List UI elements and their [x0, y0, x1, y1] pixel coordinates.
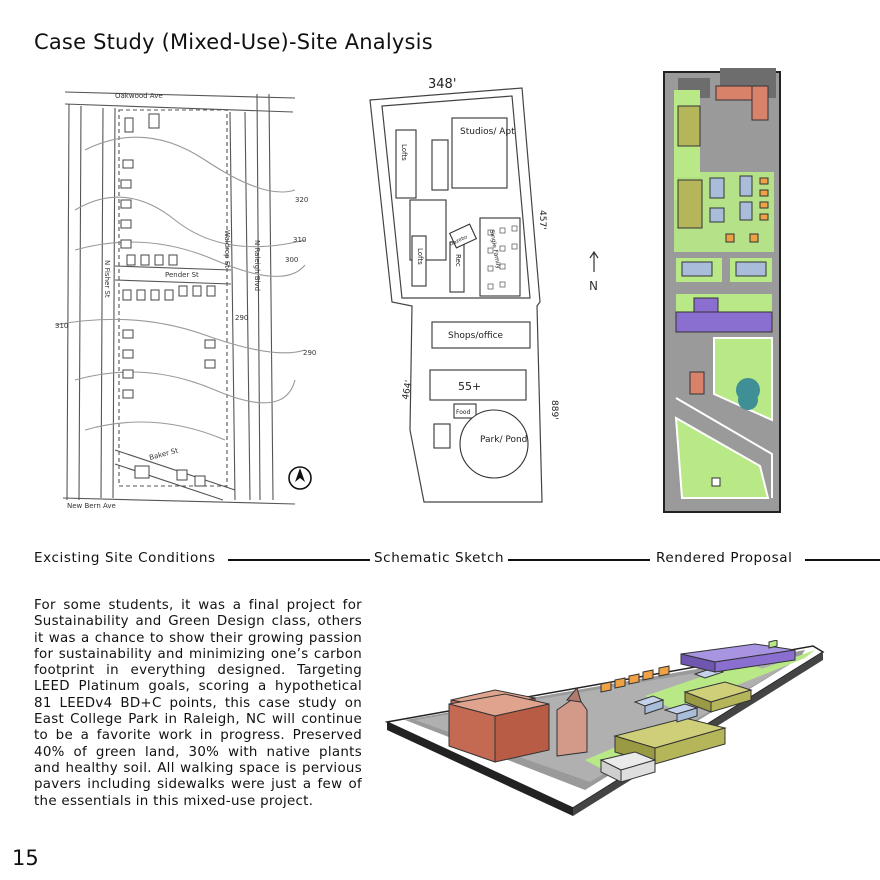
dim-top: 348' — [428, 77, 457, 92]
page-title: Case Study (Mixed-Use)-Site Analysis — [34, 30, 433, 54]
schematic-sketch — [362, 70, 612, 510]
label-shops: Shops/office — [448, 331, 504, 341]
label-lofts-b: Lofts — [416, 248, 424, 265]
caption-existing: Excisting Site Conditions — [34, 550, 216, 566]
label-studios: Studios/ Apt — [460, 127, 515, 137]
label-single-family: Single Family — [488, 229, 502, 270]
dim-right: 457' — [537, 210, 547, 230]
dim-bottom: 889' — [549, 400, 559, 420]
svg-text:N: N — [589, 279, 598, 293]
north-arrow-icon — [589, 252, 598, 293]
rendered-3d-model — [385, 640, 825, 820]
dim-left: 464' — [401, 379, 415, 401]
label-lofts-a: Lofts — [400, 144, 408, 161]
label-55: 55+ — [458, 380, 482, 393]
north-arrow-icon — [289, 467, 311, 489]
street-label-oakwood: Oakwood Ave — [115, 92, 163, 100]
street-label-newbern: New Bern Ave — [67, 502, 116, 510]
contour-300: 300 — [285, 256, 299, 264]
label-gazebo: Gazebo — [448, 234, 469, 248]
label-rec: Rec — [454, 254, 462, 267]
street-label-baker: Baker St — [148, 446, 180, 462]
label-park: Park/ Pond — [480, 435, 528, 445]
caption-schematic: Schematic Sketch — [374, 550, 505, 566]
street-label-pender: Pender St — [165, 271, 199, 279]
street-label-fisher: N Fisher St — [103, 260, 111, 298]
existing-site-sketch — [55, 80, 325, 512]
divider-line — [228, 559, 370, 561]
contour-310-left: 310 — [55, 322, 69, 330]
divider-line — [508, 559, 650, 561]
street-label-raleigh: N Raleigh Blvd — [253, 240, 261, 292]
caption-row — [0, 550, 880, 570]
description-paragraph: For some students, it was a final project for Sustainability and Green Design class, others it was a chance to show their growing passion for sustainability and minimizing one’s carbon footprint in everything designed. Targeting LEED Platinum goals, scoring a hypothetical 81 LEEDv4 BD+C points, this case study on East College Park in Raleigh, NC will continue to be a favorite work in progress. Preserved 40% of green land, 30% with native plants and healthy soil. All walking space is pervious pavers including sidewalks were just a few of the essentials in this mixed-use project. — [34, 598, 362, 809]
label-food: Food — [456, 409, 471, 416]
caption-rendered: Rendered Proposal — [656, 550, 793, 566]
contour-290-b: 290 — [235, 314, 249, 322]
divider-line — [805, 559, 880, 561]
contour-290: 290 — [303, 349, 317, 357]
contour-320: 320 — [295, 196, 309, 204]
contour-310: 310 — [293, 236, 307, 244]
rendered-plan — [660, 68, 786, 514]
street-label-waldrop: Waldrop St — [223, 230, 231, 269]
page-number: 15 — [12, 846, 39, 870]
